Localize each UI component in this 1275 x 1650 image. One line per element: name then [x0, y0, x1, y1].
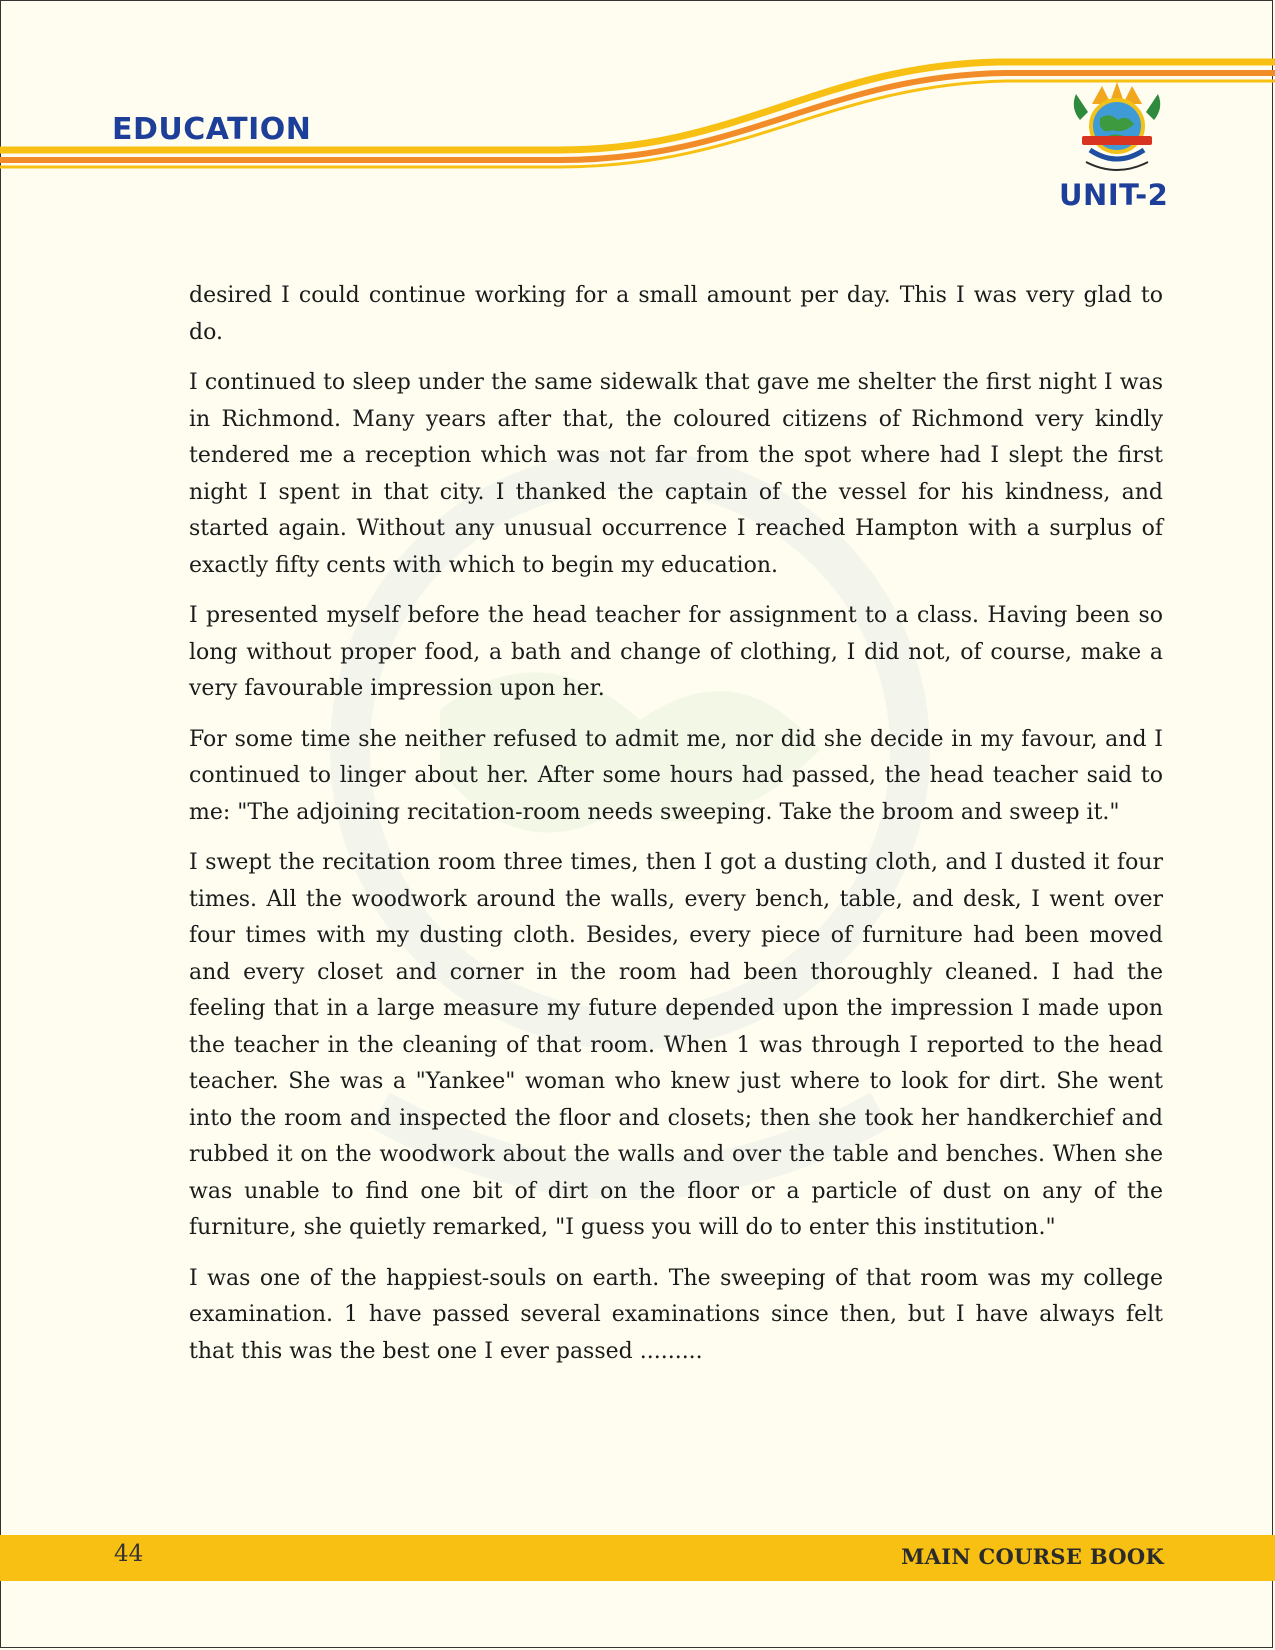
page-number: 44: [114, 1541, 144, 1567]
paragraph: I was one of the happiest-souls on earth. The sweeping of that room was my college examination. 1 have passed several examinations since then, but I have always felt that this was the best one I ever passed .........: [189, 1265, 1163, 1364]
section-title: EDUCATION: [112, 112, 312, 147]
paragraph: desired I could continue working for a small amount per day. This I was very glad to do.: [189, 283, 1163, 345]
paragraph: For some time she neither refused to admit me, nor did she decide in my favour, and I continued to linger about her. After some hours had passed, the head teacher said to me: "The adjoining recitation-room needs sweeping. Take the broom and sweep it.": [189, 726, 1163, 825]
main-text: [189, 278, 1163, 1384]
school-globe-emblem-icon: [1062, 78, 1172, 178]
unit-label: UNIT-2: [1059, 178, 1169, 212]
paragraph: I presented myself before the head teacher for assignment to a class. Having been so long without proper food, a bath and change of clothing, I did not, of course, make a very favourable impression upon her.: [189, 603, 1163, 701]
paragraph: I swept the recitation room three times, then I got a dusting cloth, and I dusted it four times. All the woodwork around the walls, every bench, table, and desk, I went over four times with my dusting cloth. Besides, every piece of furniture had been moved and every closet and corner in the room had been thoroughly cleaned. I had the feeling that in a large measure my future depended upon the impression I made upon the teacher in the cleaning of that room. When 1 was through I reported to the head teacher. She was a "Yankee" woman who knew just where to look for dirt. She went into the room and inspected the floor and closets; then she took her handkerchief and rubbed it on the woodwork about the walls and over the table and benches. When she was unable to find one bit of dirt on the floor or a particle of dust on any of the furniture, she quietly remarked, "I guess you will do to enter this institution.": [189, 850, 1163, 1240]
book-name: MAIN COURSE BOOK: [901, 1544, 1164, 1569]
paragraph: I continued to sleep under the same sidewalk that gave me shelter the first night I was in Richmond. Many years after that, the coloured citizens of Richmond very kindly tendered me a reception which was not far from the spot where had I slept the first night I spent in that city. I thanked the captain of the vessel for his kindness, and started again. Without any unusual occurrence I reached Hampton with a surplus of exactly fifty cents with which to begin my education.: [189, 370, 1163, 578]
